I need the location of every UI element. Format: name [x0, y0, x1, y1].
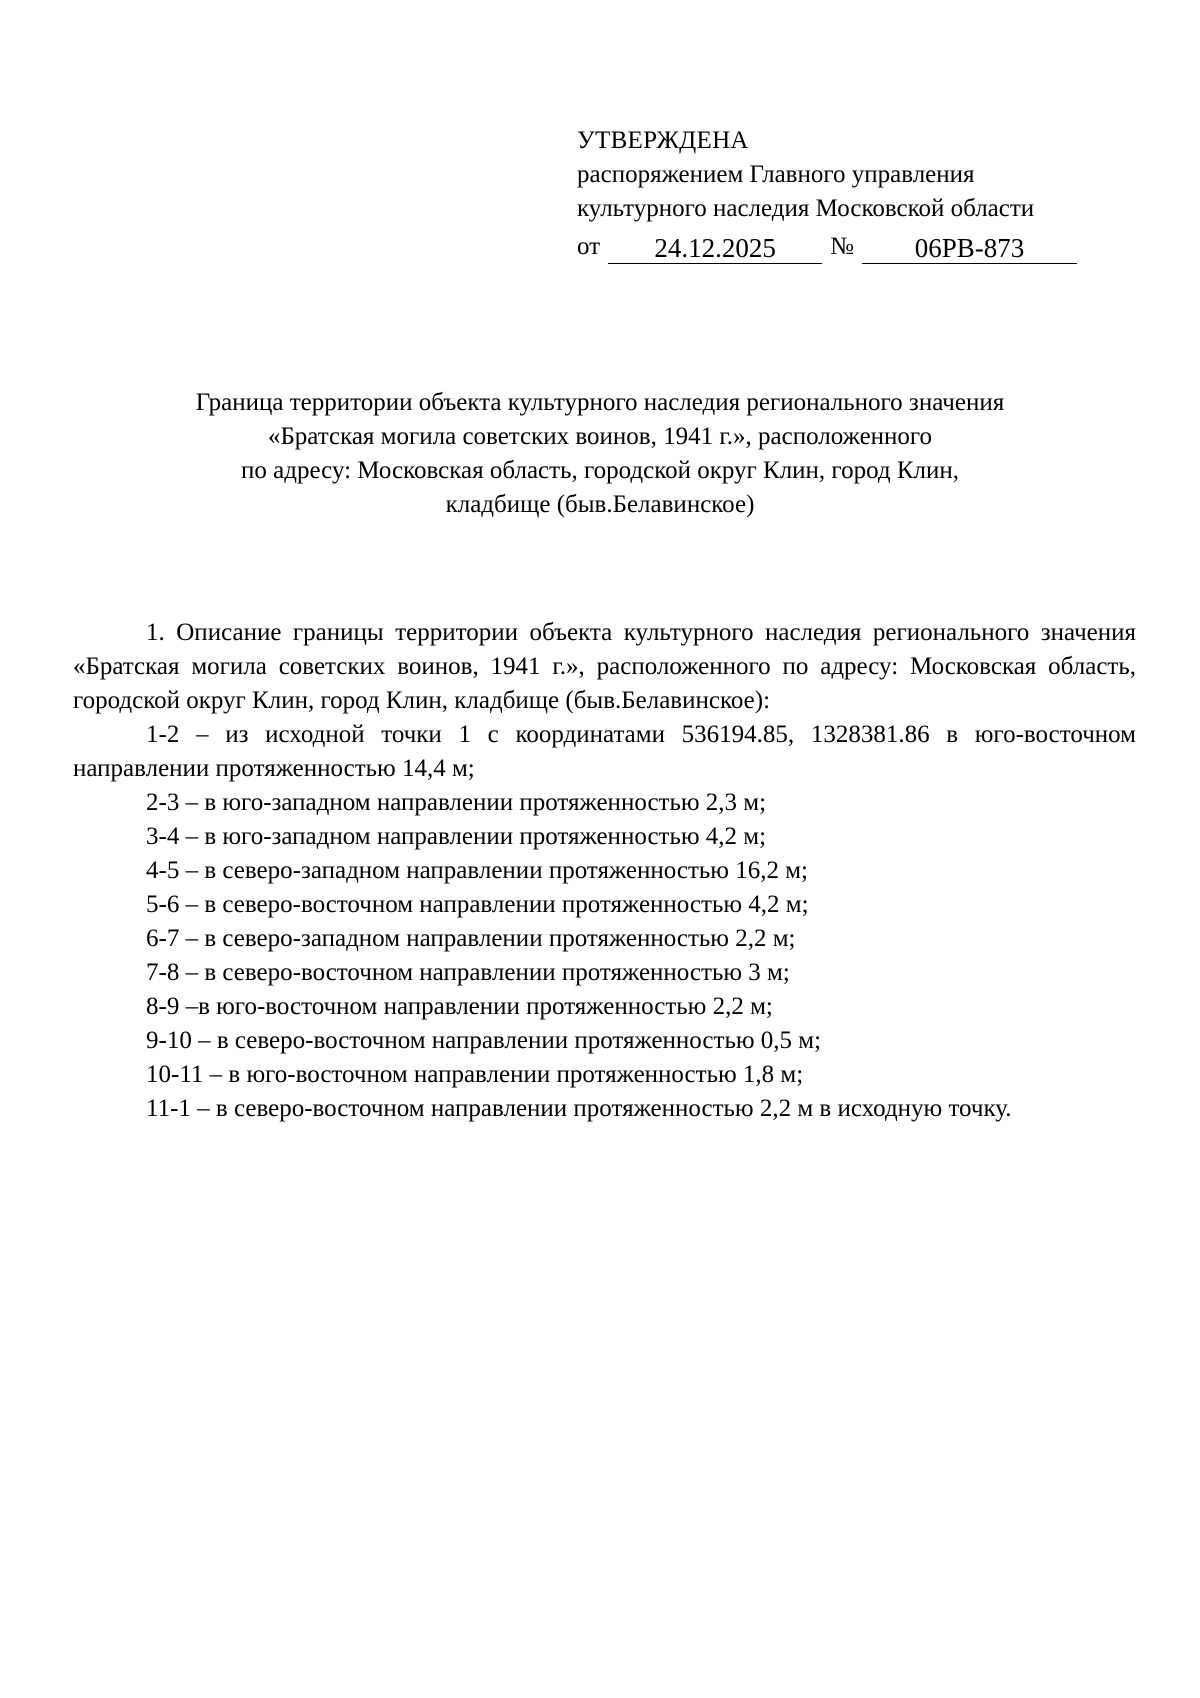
approval-line-1: распоряжением Главного управления — [577, 161, 975, 188]
approval-date: 24.12.2025 — [608, 233, 822, 264]
segment-3-4: 3-4 – в юго-западном направлении протяженностью 4,2 м; — [146, 823, 767, 850]
approval-heading: УТВЕРЖДЕНА — [577, 127, 749, 154]
title-line-2: «Братская могила советских воинов, 1941 г.», расположенного — [267, 423, 933, 450]
approval-stamp — [577, 124, 1117, 264]
approval-line-2: культурного наследия Московской области — [577, 195, 1035, 222]
title-line-4: кладбище (быв.Белавинское) — [445, 491, 755, 518]
document-title — [110, 386, 1090, 522]
segment-9-10: 9-10 – в северо-восточном направлении протяженностью 0,5 м; — [146, 1027, 822, 1054]
segment-2-3: 2-3 – в юго-западном направлении протяженностью 2,3 м; — [146, 789, 767, 816]
segment-7-8: 7-8 – в северо-восточном направлении протяженностью 3 м; — [146, 959, 790, 986]
segment-1-2: 1-2 – из исходной точки 1 с координатами 536194.85, 1328381.86 в юго-восточном направлении протяженностью 14,4 м; — [73, 721, 1136, 782]
segment-8-9: 8-9 –в юго-восточном направлении протяженностью 2,2 м; — [146, 993, 773, 1020]
from-label: от — [577, 233, 601, 260]
segment-10-11: 10-11 – в юго-восточном направлении протяженностью 1,8 м; — [146, 1061, 804, 1088]
title-line-1: Граница территории объекта культурного наследия регионального значения — [195, 389, 1005, 416]
intro-paragraph: 1. Описание границы территории объекта культурного наследия регионального значения «Братская могила советских воинов, 1941 г.», расположенного по адресу: Московская область, городской округ Клин, город Клин, кладбище (быв.Белавинское): — [73, 619, 1136, 714]
number-label: № — [830, 233, 854, 260]
segment-11-1: 11-1 – в северо-восточном направлении протяженностью 2,2 м в исходную точку. — [146, 1095, 1012, 1122]
title-line-3: по адресу: Московская область, городской округ Клин, город Клин, — [241, 457, 959, 484]
segment-6-7: 6-7 – в северо-западном направлении протяженностью 2,2 м; — [146, 925, 796, 952]
segment-4-5: 4-5 – в северо-западном направлении протяженностью 16,2 м; — [146, 857, 808, 884]
segment-5-6: 5-6 – в северо-восточном направлении протяженностью 4,2 м; — [146, 891, 809, 918]
approval-date-number-line — [577, 226, 1117, 264]
document-body — [73, 616, 1136, 1126]
approval-number: 06РВ-873 — [862, 233, 1077, 264]
